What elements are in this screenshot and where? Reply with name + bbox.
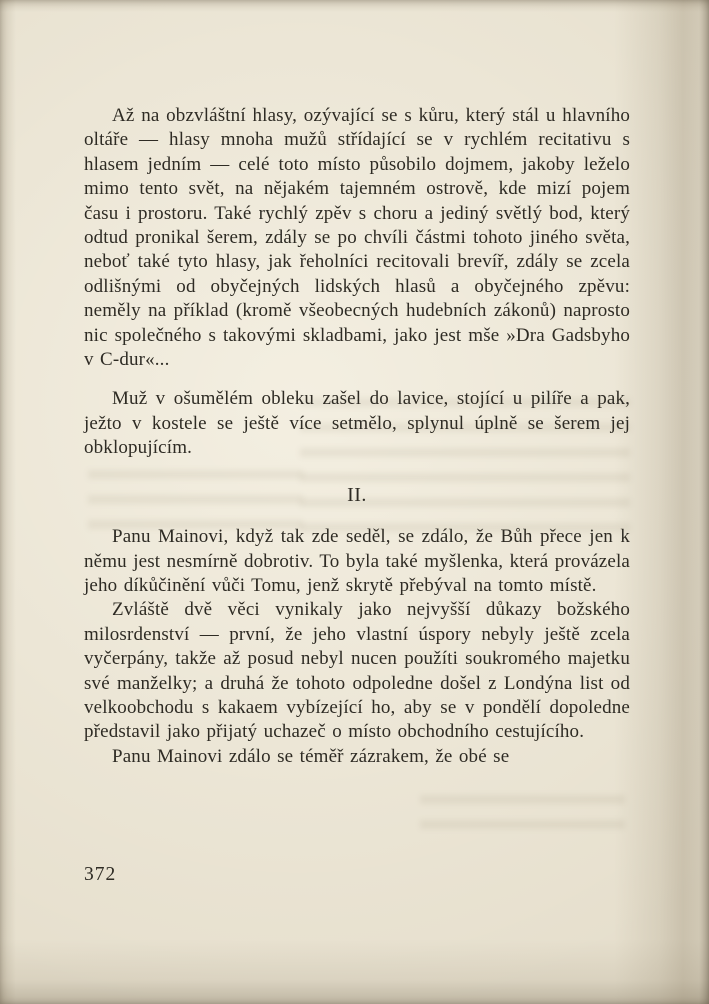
page-text-block <box>84 104 630 769</box>
body-paragraph-3: Panu Mainovi, když tak zde seděl, se zdálo, že Bůh přece jen k němu jest nesmírně dobrotiv. To byla také myšlenka, která provázela jeho díkůčinění vůči Tomu, jenž skrytě přebýval na tomto místě. <box>84 526 630 596</box>
bleedthrough-texture <box>420 795 625 843</box>
body-paragraph-4: Zvláště dvě věci vynikaly jako nejvyšší důkazy božského milosrdenství — první, že jeho vlastní úspory nebyly ještě zcela vyčerpány, takže až posud nebyl nucen použíti soukromého majetku své manželky; a druhá že tohoto odpoledne došel z Londýna list od velkoobchodu s kakaem vybízející ho, aby se v pondělí dopoledne představil jako přijatý uchazeč o místo obchodního cestujícího. <box>84 599 630 743</box>
body-paragraph-2: Muž v ošumělém obleku zašel do lavice, stojící u pilíře a pak, ježto v kostele se ještě více setmělo, splynul úplně se šerem jej obklopujícím. <box>84 388 630 459</box>
section-heading: II. <box>347 483 367 506</box>
page-number: 372 <box>84 864 117 885</box>
body-paragraph-1: Až na obzvláštní hlasy, ozývající se s kůru, který stál u hlavního oltáře — hlasy mnoha mužů střídající se v rychlém recitativu s hlasem jedním — celé toto místo působilo dojmem, jakoby leželo mimo tento svět, na nějakém tajemném ostrově, kde mizí pojem času i prostoru. Také rychlý zpěv s choru a jediný světlý bod, který odtud pronikal šerem, zdály se po chvíli částmi tohoto jiného světa, neboť také tyto hlasy, jak řeholníci recitovali brevíř, zdály se zcela odlišnými od obyčejných lidských hlasů a obyčejného zpěvu: neměly na příklad (kromě všeobecných hudebních zákonů) naprosto nic společného s takovými skladbami, jako jest mše »Dra Gadsbyho v C-dur«... <box>84 105 630 371</box>
body-paragraph-5: Panu Mainovi zdálo se téměř zázrakem, že obé se <box>112 745 510 767</box>
